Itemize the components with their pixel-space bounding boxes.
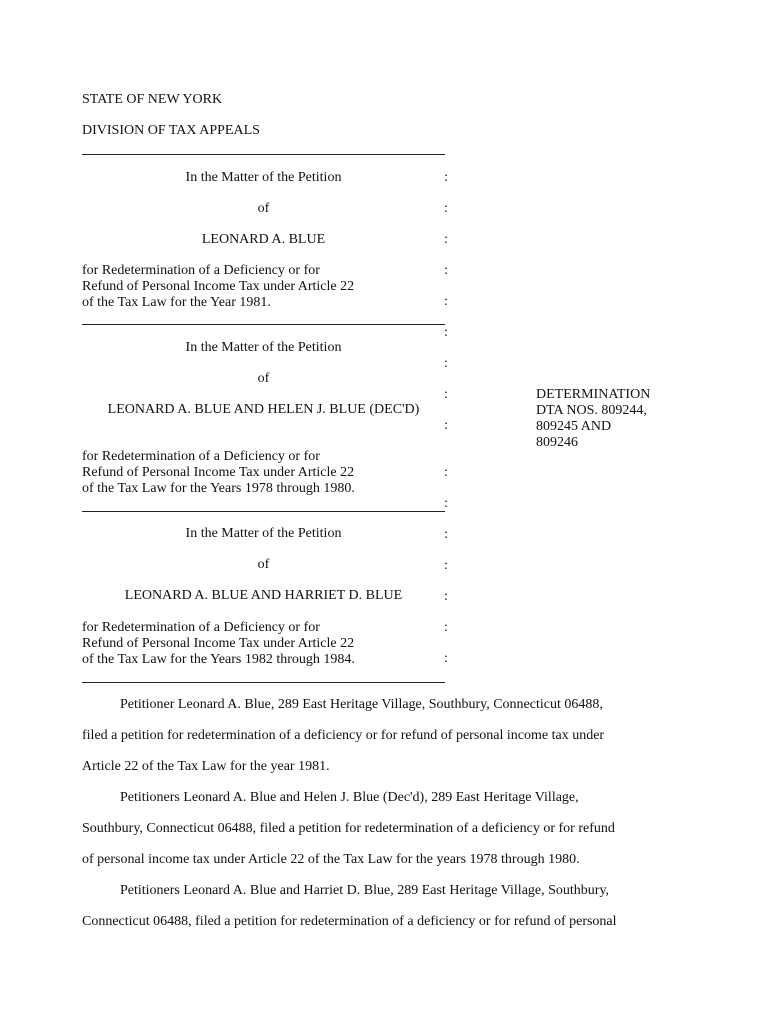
caption-divider bbox=[82, 682, 445, 683]
caption3-desc-line: for Redetermination of a Deficiency or for bbox=[82, 620, 320, 635]
caption3-matter: In the Matter of the Petition bbox=[185, 526, 342, 541]
determination-dta-line: 809245 AND bbox=[536, 419, 612, 434]
caption-colon: : bbox=[444, 527, 448, 542]
caption2-petitioner-name: LEONARD A. BLUE AND HELEN J. BLUE (DEC'D) bbox=[107, 402, 420, 417]
caption1-desc-line: Refund of Personal Income Tax under Article 22 bbox=[82, 279, 355, 294]
caption3-petitioner-name: LEONARD A. BLUE AND HARRIET D. BLUE bbox=[124, 588, 403, 603]
body-paragraph-line: Petitioners Leonard A. Blue and Helen J. Blue (Dec'd), 289 East Heritage Village, bbox=[120, 790, 579, 805]
state-heading: STATE OF NEW YORK bbox=[82, 92, 223, 107]
caption-colon: : bbox=[444, 465, 448, 480]
caption-colon: : bbox=[444, 263, 448, 278]
caption-colon: : bbox=[444, 496, 448, 511]
caption3-desc-line: of the Tax Law for the Years 1982 through 1984. bbox=[82, 652, 355, 667]
caption2-description bbox=[82, 449, 355, 497]
caption-colon: : bbox=[444, 558, 448, 573]
caption1-desc-line: for Redetermination of a Deficiency or for bbox=[82, 263, 320, 278]
determination-dta-line: DTA NOS. 809244, bbox=[536, 403, 647, 418]
determination-title: DETERMINATION bbox=[536, 387, 651, 402]
body-paragraph-line: Article 22 of the Tax Law for the year 1981. bbox=[82, 759, 330, 774]
body-paragraph-line: Petitioner Leonard A. Blue, 289 East Heritage Village, Southbury, Connecticut 06488, bbox=[120, 697, 603, 712]
caption3-desc-line: Refund of Personal Income Tax under Article 22 bbox=[82, 636, 355, 651]
caption1-desc-line: of the Tax Law for the Year 1981. bbox=[82, 295, 271, 310]
caption-colon: : bbox=[444, 387, 448, 402]
determination-block bbox=[536, 387, 650, 451]
body-paragraph-line: Connecticut 06488, filed a petition for redetermination of a deficiency or for refund of personal bbox=[82, 914, 617, 929]
body-paragraph-line: Petitioners Leonard A. Blue and Harriet D. Blue, 289 East Heritage Village, Southbury, bbox=[120, 883, 610, 898]
caption-colon: : bbox=[444, 170, 448, 185]
body-paragraph-line: of personal income tax under Article 22 of the Tax Law for the years 1978 through 1980. bbox=[82, 852, 580, 867]
caption-colon: : bbox=[444, 418, 448, 433]
caption1-matter: In the Matter of the Petition bbox=[185, 170, 342, 185]
caption-colon: : bbox=[444, 589, 448, 604]
caption1-petitioner-name: LEONARD A. BLUE bbox=[201, 232, 326, 247]
body-paragraph-line: filed a petition for redetermination of a deficiency or for refund of personal income tax under bbox=[82, 728, 605, 743]
caption-divider bbox=[82, 324, 445, 325]
caption-divider bbox=[82, 154, 445, 155]
caption-colon: : bbox=[444, 201, 448, 216]
division-heading: DIVISION OF TAX APPEALS bbox=[82, 123, 260, 138]
caption-colon: : bbox=[444, 325, 448, 340]
caption2-desc-line: for Redetermination of a Deficiency or for bbox=[82, 449, 320, 464]
caption-colon: : bbox=[444, 651, 448, 666]
caption-divider bbox=[82, 511, 445, 512]
caption1-description bbox=[82, 263, 354, 311]
body-paragraph-line: Southbury, Connecticut 06488, filed a petition for redetermination of a deficiency or for refund bbox=[82, 821, 615, 836]
caption-colon: : bbox=[444, 294, 448, 309]
caption-colon: : bbox=[444, 356, 448, 371]
caption3-of: of bbox=[257, 557, 270, 572]
caption1-of: of bbox=[257, 201, 270, 216]
caption-colon: : bbox=[444, 620, 448, 635]
caption2-of: of bbox=[257, 371, 270, 386]
determination-dta-line: 809246 bbox=[536, 435, 578, 450]
caption2-desc-line: Refund of Personal Income Tax under Article 22 bbox=[82, 465, 355, 480]
caption2-matter: In the Matter of the Petition bbox=[185, 340, 342, 355]
caption2-desc-line: of the Tax Law for the Years 1978 through 1980. bbox=[82, 481, 355, 496]
caption3-description bbox=[82, 620, 355, 668]
caption-colon: : bbox=[444, 232, 448, 247]
